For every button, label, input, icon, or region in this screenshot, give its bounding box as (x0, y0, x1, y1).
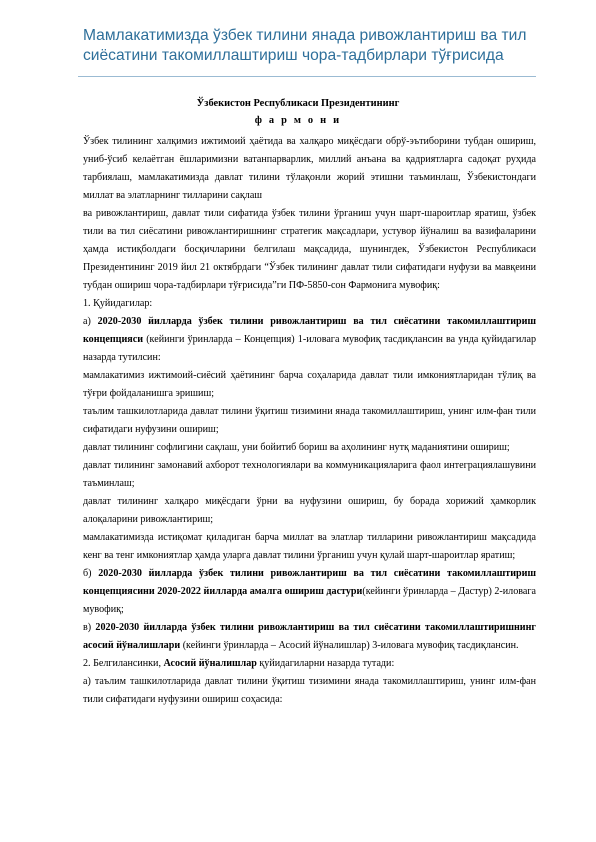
issuer-heading: Ўзбекистон Республикаси Президентининг (196, 98, 400, 109)
decree-body (83, 133, 536, 709)
paragraph-goal-6: мамлакатимизда истиқомат қиладиган барча миллат ва элатлар тилларини ривожлантириш мақсадида кенг ва тенг имкониятлар ҳамда уларга давлат тилини ўрганиш учун қулай шарт-шароитлар яратиш; (83, 532, 536, 561)
item-b-rest: (кейинги ўринларда – Дастур) 2-иловага мувофиқ; (83, 586, 536, 615)
item-2-rest: қуйидагиларни назарда тутади: (256, 658, 395, 669)
title-line-1: Мамлакатимизда ўзбек тилини янада ривожлантириш ва тил (83, 27, 527, 44)
paragraph-item-2a: а) таълим ташкилотларида давлат тилини ўқитиш тизимини янада такомиллаштириш, унинг илм-фан тили сифатидаги нуфузини ошириш соҳасида: (83, 676, 536, 705)
paragraph-item-1v (83, 619, 536, 655)
item-a-bold: 2020-2030 йилларда ўзбек тилини ривожлантириш ва тил сиёсатини такомиллаштириш концепцияси (83, 316, 536, 345)
paragraph-intro-2: ва ривожлантириш, давлат тили сифатида ўзбек тилини ўрганиш учун шарт-шароитлар яратиш, ўзбек тили ва тил сиёсатини ривожлантиришнинг стратегик мақсадлари, устувор йўналиш ва вазифаларини ҳамда истиқболдаги босқичларини белгилаш мақсадида, шунингдек, Ўзбекистон Республикаси Президентининг 2019 йил 21 октябрдаги “Ўзбек тилининг давлат тили сифатидаги нуфузи ва мавқеини тубдан ошириш чора-тадбирлари тўғрисида”ги ПФ-5850-сон Фармонига мувофиқ: (83, 208, 536, 291)
title-line-2: сиёсатини такомиллаштириш чора-тадбирлари тўғрисида (83, 47, 504, 64)
item-2-prefix: 2. Белгилансинки, (83, 658, 164, 669)
item-b-prefix: б) (83, 568, 99, 579)
item-b-bold: 2020-2030 йилларда ўзбек тилини ривожлантириш ва тил сиёсатини такомиллаштириш концепциясини 2020-2022 йилларда амалга ошириш дастури (83, 568, 536, 597)
item-v-bold: 2020-2030 йилларда ўзбек тилини ривожлантириш ва тил сиёсатини такомиллаштиришнинг асосий йўналишлари (83, 622, 536, 651)
item-2-bold: Асосий йўналишлар (163, 658, 257, 669)
paragraph-goal-5: давлат тилининг халқаро миқёсдаги ўрни ва нуфузини ошириш, бу борада хорижий ҳамкорлик алоқаларини ривожлантириш; (83, 496, 536, 525)
item-v-prefix: в) (83, 622, 96, 633)
item-a-prefix: а) (83, 316, 98, 327)
paragraph-item-2 (83, 655, 536, 673)
paragraph-item-1: 1. Қуйидагилар: (83, 298, 153, 309)
document-title (83, 26, 553, 66)
paragraph-intro-1: Ўзбек тилининг халқимиз ижтимоий ҳаётида ва халқаро миқёсдаги обрў-эътиборини тубдан ошириш, униб-ўсиб келаётган ёшларимизни ватанпарварлик, миллий анъана ва қадриятларга садоқат руҳида тарбиялаш, мамлакатимизда давлат тилини тўлақонли жорий этишни таъминлаш, Ўзбекистондаги миллат ва элатларнинг тилларини сақлаш (83, 136, 536, 201)
paragraph-goal-2: таълим ташкилотларида давлат тилини ўқитиш тизимини янада такомиллаштириш, унинг илм-фан тили сифатидаги нуфузини ошириш; (83, 406, 536, 435)
paragraph-item-1a (83, 313, 536, 367)
paragraph-goal-4: давлат тилининг замонавий ахборот технологиялари ва коммуникацияларига фаол интеграциялашувини таъминлаш; (83, 460, 536, 489)
paragraph-item-1b (83, 565, 536, 619)
item-a-rest: (кейинги ўринларда – Концепция) 1-иловага мувофиқ тасдиқлансин ва унда қуйидагилар назарда тутилсин: (83, 334, 536, 363)
item-v-rest: (кейинги ўринларда – Асосий йўналишлар) 3-иловага мувофиқ тасдиқлансин. (180, 640, 519, 651)
paragraph-goal-1: мамлакатимиз ижтимоий-сиёсий ҳаётининг барча соҳаларида давлат тили имкониятларидан тўлиқ ва тўғри фойдаланишга эришиш; (83, 370, 536, 399)
title-divider (78, 76, 536, 77)
decree-type-heading: ф а р м о н и (254, 115, 342, 126)
paragraph-goal-3: давлат тилининг софлигини сақлаш, уни бойитиб бориш ва аҳолининг нутқ маданиятини ошириш; (83, 442, 510, 453)
